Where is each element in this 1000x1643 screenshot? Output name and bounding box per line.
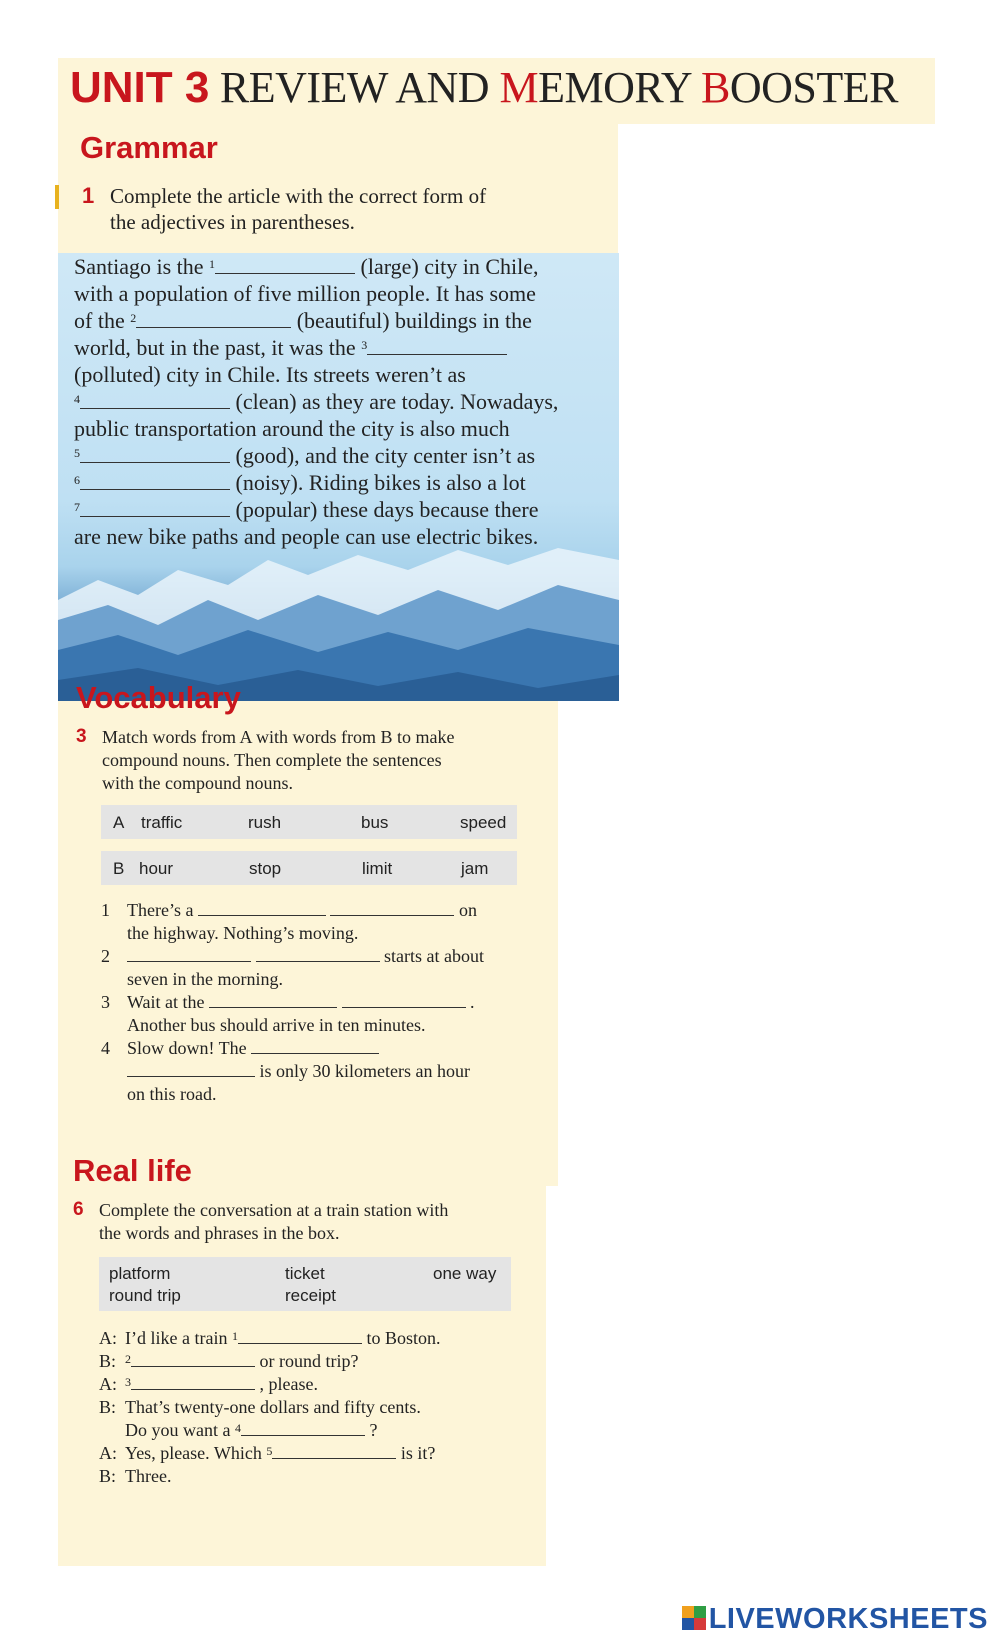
mountain-image — [58, 540, 619, 701]
article-line: $^5$ (good), and the city center isn’t as — [74, 443, 536, 468]
answer-blank[interactable] — [131, 1350, 255, 1367]
vocabulary-heading: Vocabulary — [76, 680, 241, 715]
article-line: (polluted) city in Chile. Its streets weren’t as — [74, 362, 466, 387]
word-box: platform ticket one way round trip receipt — [99, 1257, 511, 1311]
logo-icon — [682, 1606, 706, 1630]
answer-blank[interactable] — [241, 1419, 365, 1436]
exercise-number: 3 — [76, 726, 87, 747]
page-title: UNIT 3 REVIEW AND MEMORY BOOSTER — [70, 63, 898, 112]
word-row-a: A traffic rush bus speed — [101, 805, 517, 839]
answer-blank[interactable] — [251, 1037, 379, 1054]
liveworksheets-logo: LIVEWORKSHEETS — [682, 1603, 988, 1636]
article-line: public transportation around the city is also much — [74, 416, 510, 441]
answer-blank-5[interactable] — [80, 446, 230, 463]
sentence-3: 3 Wait at the . — [101, 992, 475, 1012]
answer-blank-4[interactable] — [80, 392, 230, 409]
sentence-1: 1 There’s a on — [101, 900, 477, 920]
article-text — [74, 253, 614, 550]
article-line: with a population of five million people. It has some — [74, 281, 536, 306]
answer-blank[interactable] — [209, 991, 337, 1008]
grammar-heading: Grammar — [80, 130, 218, 165]
conversation — [99, 1327, 440, 1488]
answer-blank-3[interactable] — [367, 338, 507, 355]
conversation-line: B: $^2$ or round trip? — [99, 1351, 359, 1371]
answer-blank[interactable] — [131, 1373, 255, 1390]
exercise-number: 1 — [82, 183, 95, 208]
article-line: $^6$ (noisy). Riding bikes is also a lot — [74, 470, 526, 495]
article-line: Santiago is the $^1$ (large) city in Chile, — [74, 254, 539, 279]
answer-blank[interactable] — [342, 991, 466, 1008]
answer-blank-1[interactable] — [215, 257, 355, 274]
article-line: of the $^2$ (beautiful) buildings in the — [74, 308, 532, 333]
conversation-line: A: Yes, please. Which $^5$ is it? — [99, 1443, 436, 1463]
article-line: $^4$ (clean) as they are today. Nowadays, — [74, 389, 559, 414]
answer-blank[interactable] — [238, 1327, 362, 1344]
margin-marker — [55, 185, 59, 209]
conversation-line: B: That’s twenty-one dollars and fifty cents. — [99, 1397, 421, 1417]
answer-blank[interactable] — [256, 945, 380, 962]
answer-blank-7[interactable] — [80, 500, 230, 517]
reallife-instructions: Complete the conversation at a train station with the words and phrases in the box. — [99, 1200, 449, 1243]
reallife-heading: Real life — [73, 1153, 192, 1188]
answer-blank[interactable] — [127, 945, 251, 962]
answer-blank-2[interactable] — [136, 311, 291, 328]
answer-blank[interactable] — [198, 899, 326, 916]
article-line: world, but in the past, it was the $^3$ — [74, 334, 614, 361]
conversation-line: A: $^3$ , please. — [99, 1374, 318, 1394]
answer-blank[interactable] — [330, 899, 454, 916]
sentence-4: 4 Slow down! The — [101, 1037, 484, 1060]
answer-blank-6[interactable] — [80, 473, 230, 490]
vocabulary-sentences: 1 There’s a on the highway. Nothing’s moving. 2 starts at about seven in the morning. 3 Wait at the . Another bus should arrive in ten minutes. 4 Slow down! The is only 30 kilometers an hour on this road. — [101, 900, 484, 1104]
answer-blank[interactable] — [272, 1442, 396, 1459]
word-row-b: B hour stop limit jam — [101, 851, 517, 885]
article-line: are new bike paths and people can use electric bikes. — [74, 524, 539, 549]
sentence-2: 2 starts at about — [101, 946, 484, 966]
conversation-line: Do you want a $^4$ ? — [125, 1420, 378, 1440]
conversation-line: B: Three. — [99, 1466, 172, 1486]
conversation-line: A: I’d like a train $^1$ to Boston. — [99, 1328, 441, 1348]
answer-blank[interactable] — [127, 1060, 255, 1077]
vocabulary-instructions: Match words from A with words from B to make compound nouns. Then complete the sentences with the compound nouns. — [102, 727, 455, 793]
grammar-instructions: Complete the article with the correct form of the adjectives in parentheses. — [110, 184, 487, 234]
exercise-number: 6 — [73, 1199, 84, 1220]
article-line: $^7$ (popular) these days because there — [74, 497, 539, 522]
